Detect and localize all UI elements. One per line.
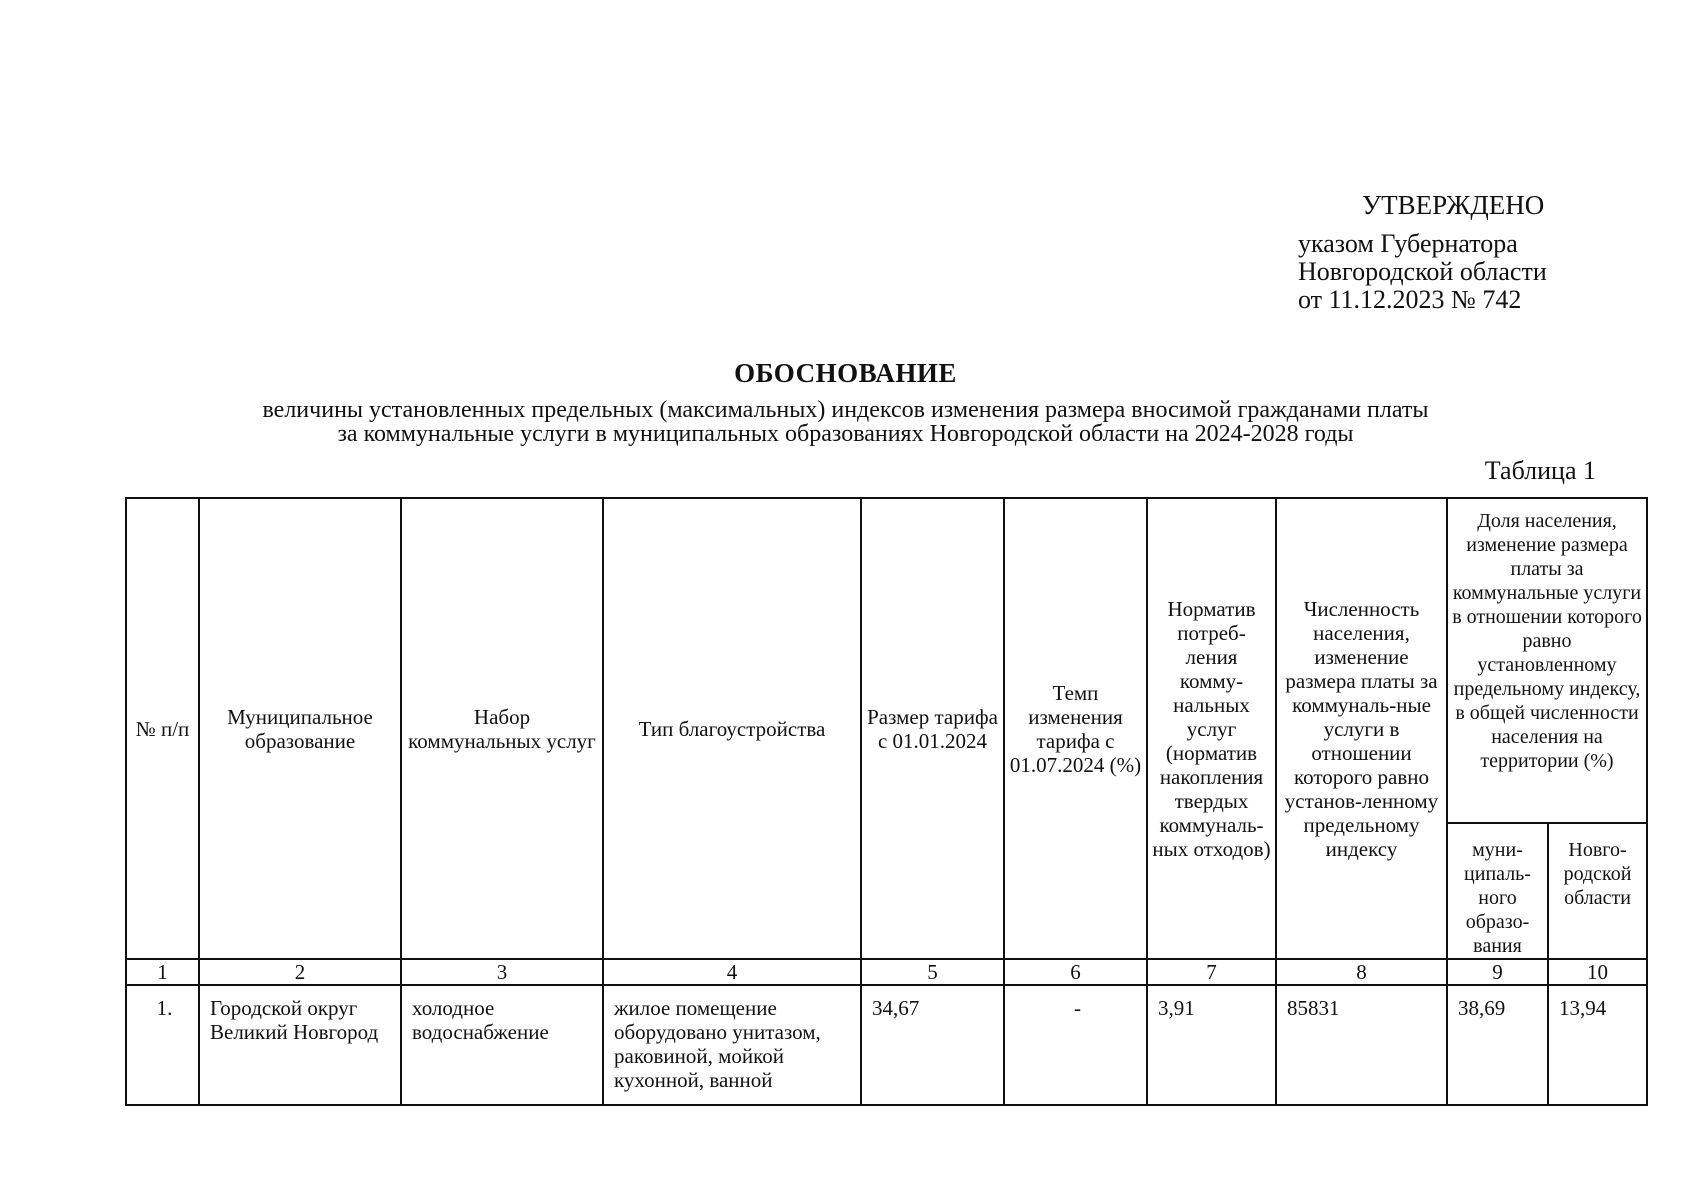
header-num: № п/п — [126, 498, 199, 959]
header-population-share: Доля населения, изменение размера платы за коммунальные услуги в отношении которого равно установленному предельному индексу, в общей численности населения на территории (%) — [1447, 498, 1647, 823]
cell-norm: 3,91 — [1147, 985, 1276, 1105]
approval-line-3: от 11.12.2023 № 742 — [1298, 285, 1522, 314]
cell-tariff: 34,67 — [861, 985, 1004, 1105]
column-number: 3 — [401, 959, 603, 985]
cell-rate-change: - — [1004, 985, 1147, 1105]
tariff-table — [125, 497, 1648, 1106]
table-row — [126, 985, 1647, 1105]
cell-population: 85831 — [1276, 985, 1447, 1105]
header-tariff: Размер тарифа с 01.01.2024 — [861, 498, 1004, 959]
cell-share-region: 13,94 — [1548, 985, 1647, 1105]
column-number: 4 — [603, 959, 861, 985]
document-title: ОБОСНОВАНИЕ — [734, 358, 957, 388]
column-number: 2 — [199, 959, 401, 985]
approval-title: УТВЕРЖДЕНО — [1362, 190, 1545, 220]
document-subtitle-line-2: за коммунальные услуги в муниципальных образованиях Новгородской области на 2024-2028 годы — [337, 421, 1354, 447]
header-municipality: Муниципальное образование — [199, 498, 401, 959]
document-subtitle — [0, 398, 1691, 446]
header-row-top — [126, 498, 1647, 823]
column-number: 10 — [1548, 959, 1647, 985]
cell-share-municipal: 38,69 — [1447, 985, 1548, 1105]
column-number: 9 — [1447, 959, 1548, 985]
header-norm: Норматив потреб-ления комму-нальных услуг (норматив накопления твердых коммуналь-ных отходов) — [1147, 498, 1276, 959]
header-amenities: Тип благоустройства — [603, 498, 861, 959]
cell-municipality: Городской округ Великий Новгород — [199, 985, 401, 1105]
cell-amenities: жилое помещение оборудовано унитазом, раковиной, мойкой кухонной, ванной — [603, 985, 861, 1105]
header-share-municipal: муни-ципаль-ного образо-вания — [1447, 823, 1548, 959]
approval-details — [1298, 230, 1547, 314]
approval-line-2: Новгородской области — [1298, 257, 1547, 286]
table-label: Таблица 1 — [1484, 456, 1596, 485]
column-number: 8 — [1276, 959, 1447, 985]
document-subtitle-line-1: величины установленных предельных (максимальных) индексов изменения размера вносимой гражданами платы — [262, 397, 1429, 423]
cell-services: холодное водоснабжение — [401, 985, 603, 1105]
column-number: 5 — [861, 959, 1004, 985]
cell-num: 1. — [126, 985, 199, 1105]
header-services: Набор коммунальных услуг — [401, 498, 603, 959]
column-number: 7 — [1147, 959, 1276, 985]
header-rate-change: Темп изменения тарифа с 01.07.2024 (%) — [1004, 498, 1147, 959]
column-number: 6 — [1004, 959, 1147, 985]
column-number-row — [126, 959, 1647, 985]
header-population: Численность населения, изменение размера платы за коммуналь-ные услуги в отношении которого равно установ-ленному предельному индексу — [1276, 498, 1447, 959]
header-share-region: Новго-родской области — [1548, 823, 1647, 959]
column-number: 1 — [126, 959, 199, 985]
approval-line-1: указом Губернатора — [1298, 229, 1518, 258]
